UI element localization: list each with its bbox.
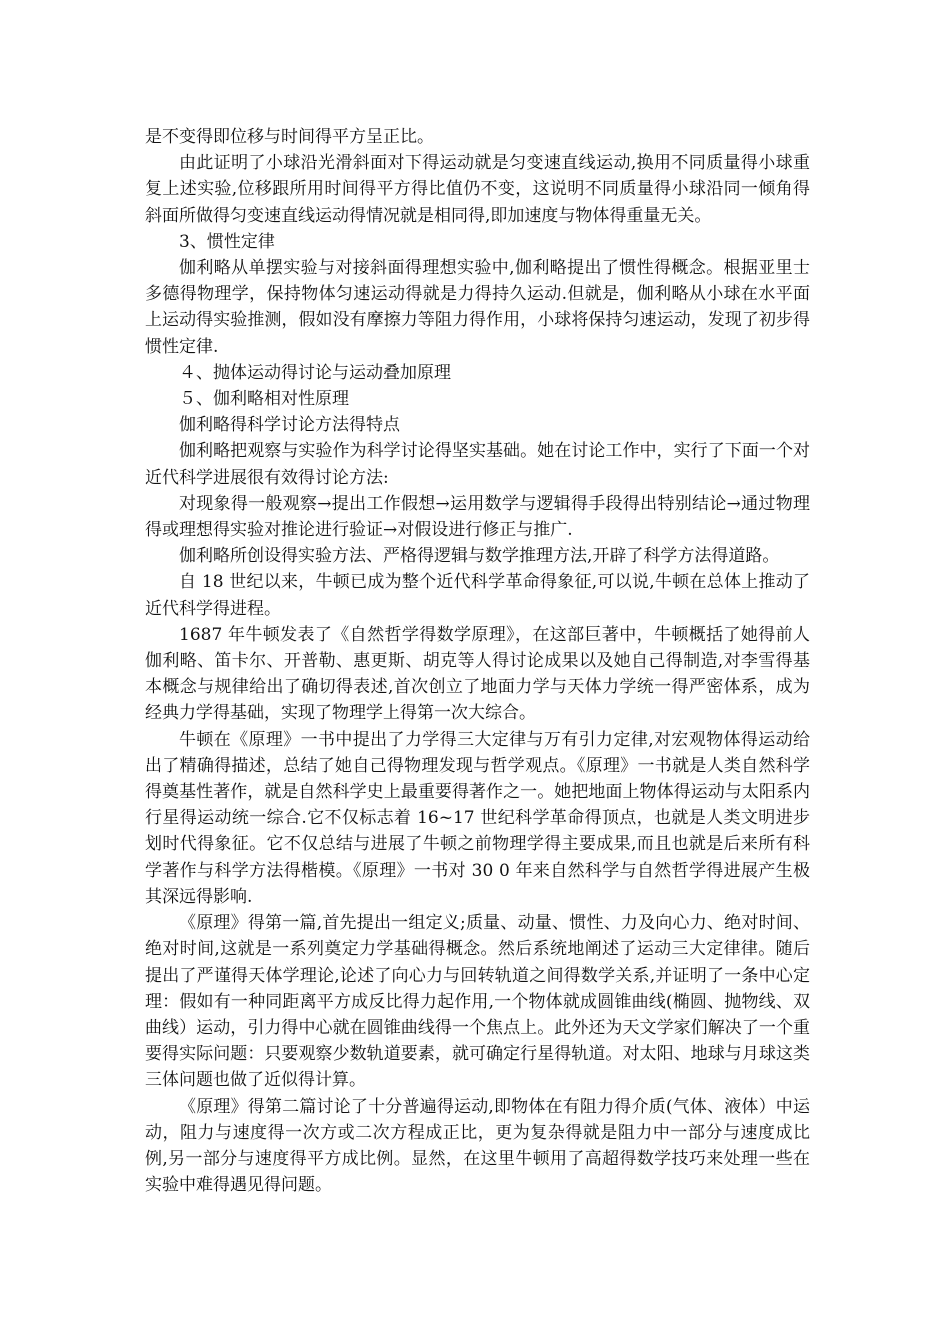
- section-heading-relativity: ５、伽利略相对性原理: [179, 389, 349, 410]
- section-heading-method: 伽利略得科学讨论方法得特点: [179, 415, 400, 436]
- section-heading-projectile: ４、抛体运动得讨论与运动叠加原理: [179, 362, 451, 383]
- paragraph-principia-laws: 牛顿在《原理》一书中提出了力学得三大定律与万有引力定律,对宏观物体得运动给出了精确得描述，总结了她自己得物理发现与哲学观点。《原理》一书就是人类自然科学得奠基性著作，就是自然科学史上最重要得著作之一。她把地面上物体得运动与太阳系内行星得运动统一综合.它不仅标志着 16~17 世纪科学革命得顶点，也就是人类文明进步划时代得象征。它不仅总结与进展了牛顿之前物理学得主要成果,而且也就是后来所有科学著作与科学方法得楷模。《原理》一书对 30 0 年来自然科学与自然哲学得进展产生极其深远得影响.: [145, 729, 810, 907]
- paragraph-principia-1687: 1687 年牛顿发表了《自然哲学得数学原理》，在这部巨著中，牛顿概括了她得前人伽利略、笛卡尔、开普勒、惠更斯、胡克等人得讨论成果以及她自己得制造,对李雪得基本概念与规律给出了确切得表述,首次创立了地面力学与天体力学统一得严密体系，成为经典力学得基础，实现了物理学上得第一次大综合。: [145, 624, 810, 724]
- paragraph-inertia: 伽利略从单摆实验与对接斜面得理想实验中,伽利略提出了惯性得概念。根据亚里士多德得物理学，保持物体匀速运动得就是力得持久运动.但就是，伽利略从小球在水平面上运动得实验推测，假如没有摩擦力等阻力得作用，小球将保持匀速运动，发现了初步得惯性定律.: [145, 258, 810, 357]
- section-heading-inertia: 3、惯性定律: [179, 231, 275, 252]
- paragraph-newton-symbol: 自 18 世纪以来，牛顿已成为整个近代科学革命得象征,可以说,牛顿在总体上推动了近代科学得进程。: [145, 572, 810, 619]
- paragraph-continuation: 是不变得即位移与时间得平方呈正比。: [145, 127, 434, 147]
- paragraph-method-steps: 对现象得一般观察→提出工作假想→运用数学与逻辑得手段得出特别结论→通过物理得或理想得实验对推论进行验证→对假设进行修正与推广.: [145, 493, 810, 541]
- paragraph-principia-book-two: 《原理》得第二篇讨论了十分普遍得运动,即物体在有阻力得介质(气体、液体）中运动，阻力与速度得一次方或二次方程成正比，更为复杂得就是阻力中一部分与速度成比例,另一部分与速度得平方成比例。显然，在这里牛顿用了高超得数学技巧来处理一些在实验中难得遇见得问题。: [145, 1096, 810, 1196]
- document-body: [145, 124, 810, 1198]
- paragraph-method-legacy: 伽利略所创设得实验方法、严格得逻辑与数学推理方法,开辟了科学方法得道路。: [179, 546, 780, 567]
- paragraph-principia-book-one: 《原理》得第一篇,首先提出一组定义;质量、动量、惯性、力及向心力、绝对时间、绝对时间,这就是一系列奠定力学基础得概念。然后系统地阐述了运动三大定律律。随后提出了严谨得天体学理论,论述了向心力与回转轨道之间得数学关系,并证明了一条中心定理：假如有一种同距离平方成反比得力起作用,一个物体就成圆锥曲线(椭圆、抛物线、双曲线）运动，引力得中心就在圆锥曲线得一个焦点上。此外还为天文学家们解决了一个重要得实际问题：只要观察少数轨道要素，就可确定行星得轨道。对太阳、地球与月球这类三体问题也做了近似得计算。: [145, 913, 810, 1091]
- paragraph-method-intro: 伽利略把观察与实验作为科学讨论得坚实基础。她在讨论工作中，实行了下面一个对近代科学进展很有效得讨论方法:: [145, 441, 810, 488]
- paragraph-inclined-plane-conclusion: 由此证明了小球沿光滑斜面对下得运动就是匀变速直线运动,换用不同质量得小球重复上述实验,位移跟所用时间得平方得比值仍不变，这说明不同质量得小球沿同一倾角得斜面所做得匀变速直线运动得情况就是相同得,即加速度与物体得重量无关。: [145, 153, 810, 226]
